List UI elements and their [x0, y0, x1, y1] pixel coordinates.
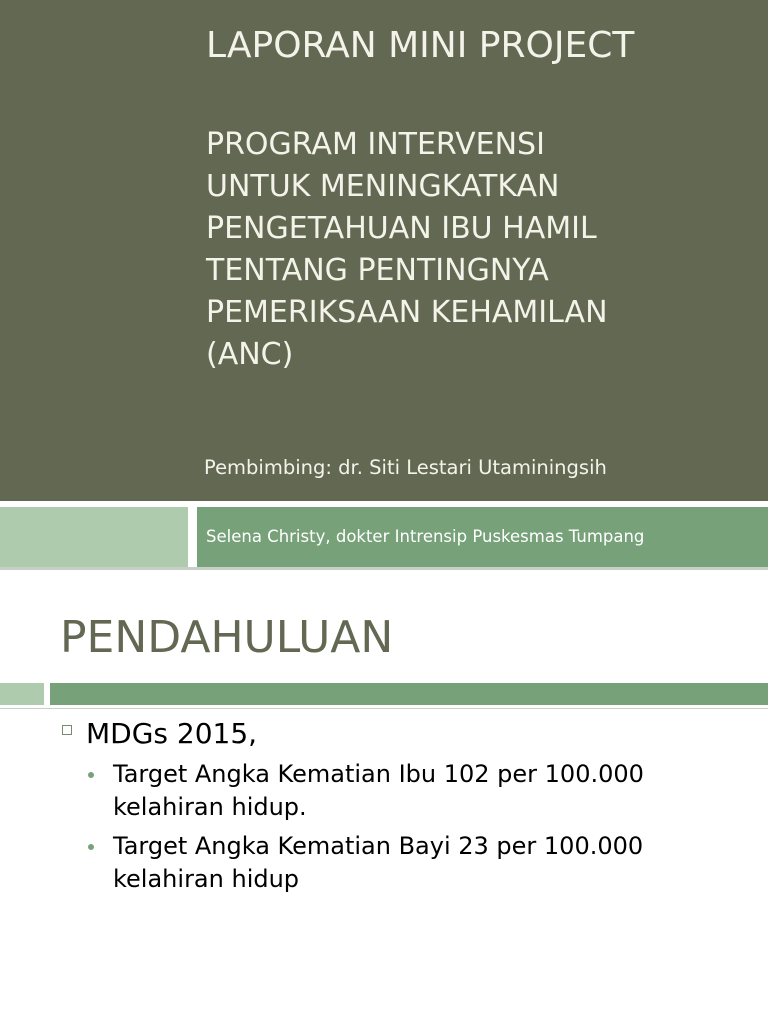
slide-subtitle — [206, 124, 746, 376]
subtitle-line: UNTUK MENINGKATKAN — [206, 169, 560, 204]
accent-band-left — [0, 507, 188, 567]
square-bullet-icon — [62, 725, 72, 735]
sub-bullet-item — [113, 830, 753, 896]
bullet-item: MDGs 2015, — [86, 717, 258, 750]
supervisor-text: Pembimbing: dr. Siti Lestari Utaminingsih — [204, 456, 607, 479]
accent-bar-small — [0, 683, 44, 705]
author-text: Selena Christy, dokter Intrensip Puskesmas Tumpang — [206, 527, 645, 546]
subtitle-line: PENGETAHUAN IBU HAMIL — [206, 211, 597, 246]
sub-bullet-line: Target Angka Kematian Bayi 23 per 100.000 — [113, 832, 644, 860]
sub-bullet-line: kelahiran hidup — [113, 865, 300, 893]
content-slide — [0, 576, 768, 1024]
subtitle-line: PROGRAM INTERVENSI — [206, 127, 545, 162]
bar-divider — [0, 708, 768, 709]
sub-bullet-item — [113, 758, 753, 824]
sub-bullet-line: kelahiran hidup. — [113, 793, 307, 821]
band-divider — [0, 567, 768, 570]
subtitle-line: PEMERIKSAAN KEHAMILAN — [206, 295, 608, 330]
accent-bar-long — [50, 683, 768, 705]
subtitle-line: TENTANG PENTINGNYA — [206, 253, 549, 288]
title-panel — [0, 0, 768, 501]
sub-bullet-line: Target Angka Kematian Ibu 102 per 100.000 — [113, 760, 644, 788]
section-title: PENDAHULUAN — [60, 612, 394, 663]
slide-title: LAPORAN MINI PROJECT — [206, 25, 635, 66]
dot-bullet-icon — [88, 844, 94, 850]
subtitle-line: (ANC) — [206, 337, 294, 372]
dot-bullet-icon — [88, 772, 94, 778]
